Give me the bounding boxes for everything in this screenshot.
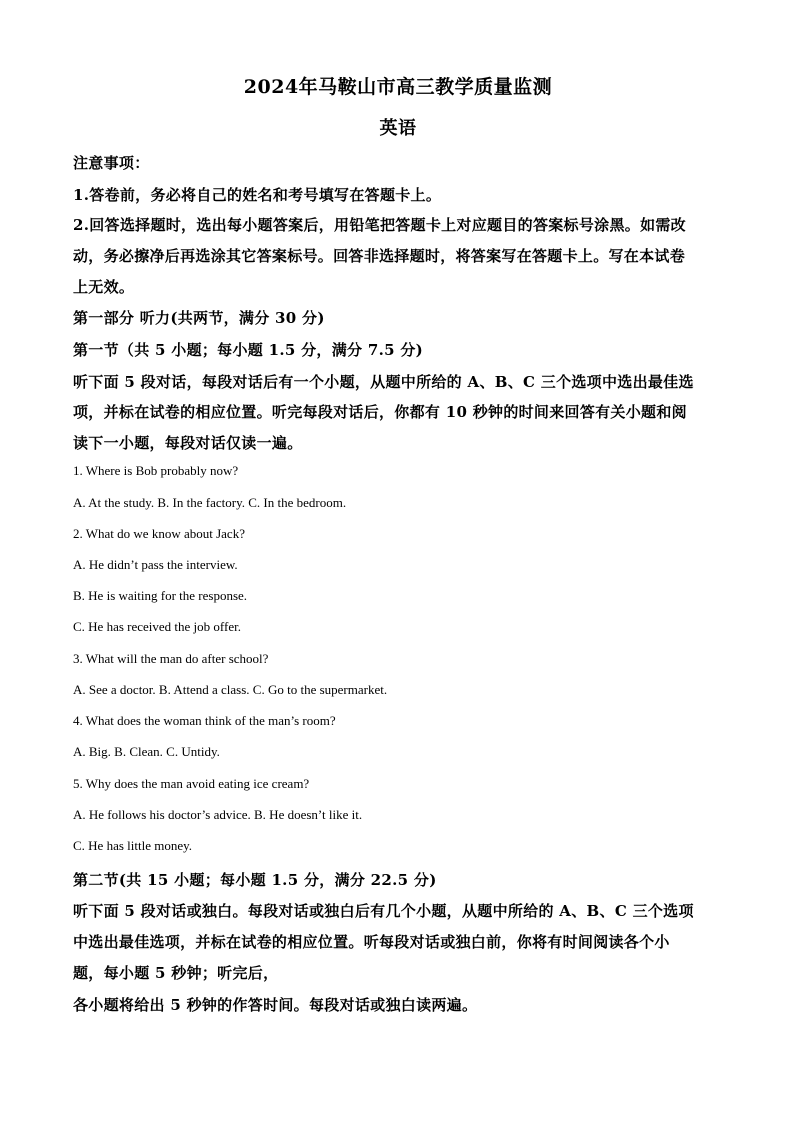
question-line: A. At the study. B. In the factory. C. In the bedroom.	[73, 495, 347, 510]
section1-instruction-line-2: 项，并标在试卷的相应位置。听完每段对话后，你都有 10 秒钟的时间来回答有关小题和阅	[73, 403, 687, 421]
section2-title: 第二节(共 15 小题；每小题 1.5 分，满分 22.5 分)	[73, 871, 437, 889]
question-line: 3. What will the man do after school?	[73, 651, 269, 666]
question-line: 4. What does the woman think of the man’s room?	[73, 713, 336, 728]
question-line: A. Big. B. Clean. C. Untidy.	[73, 744, 220, 759]
question-line: 5. Why does the man avoid eating ice cream?	[73, 776, 310, 791]
question-line: 1. Where is Bob probably now?	[73, 463, 239, 478]
section2-instruction-line-1: 听下面 5 段对话或独白。每段对话或独白后有几个小题，从题中所给的 A、B、C 三个选项	[73, 902, 694, 920]
notice-item-1: 1.答卷前，务必将自己的姓名和考号填写在答题卡上。	[73, 186, 442, 204]
question-line: 2. What do we know about Jack?	[73, 526, 245, 541]
section2-instruction-line-2: 中选出最佳选项，并标在试卷的相应位置。听每段对话或独白前，你将有时间阅读各个小	[73, 933, 670, 951]
section2-instruction-line-3: 题，每小题 5 秒钟；听完后，	[73, 964, 279, 982]
notice-item-2-line-1: 2.回答选择题时，选出每小题答案后，用铅笔把答题卡上对应题目的答案标号涂黑。如需改	[73, 216, 686, 234]
notice-heading: 注意事项：	[73, 154, 150, 172]
subject-title: 英语	[379, 118, 417, 139]
section1-instruction-line-1: 听下面 5 段对话，每段对话后有一个小题，从题中所给的 A、B、C 三个选项中选出最佳选	[73, 373, 694, 391]
question-line: A. He follows his doctor’s advice. B. He doesn’t like it.	[73, 807, 363, 822]
section2-instruction-line-4: 各小题将给出 5 秒钟的作答时间。每段对话或独白读两遍。	[73, 996, 478, 1014]
exam-title: 2024年马鞍山市高三教学质量监测	[243, 76, 553, 98]
notice-item-2-line-3: 上无效。	[73, 278, 135, 296]
notice-item-2-line-2: 动，务必擦净后再选涂其它答案标号。回答非选择题时，将答案写在答题卡上。写在本试卷	[73, 247, 686, 265]
section1-title: 第一节（共 5 小题；每小题 1.5 分，满分 7.5 分)	[73, 341, 424, 359]
section1-instruction-line-3: 读下一小题，每段对话仅读一遍。	[73, 434, 303, 452]
part1-title: 第一部分 听力(共两节，满分 30 分)	[73, 309, 325, 327]
question-line: B. He is waiting for the response.	[73, 588, 248, 603]
question-line: C. He has little money.	[73, 838, 193, 853]
question-line: A. He didn’t pass the interview.	[73, 557, 238, 572]
question-line: A. See a doctor. B. Attend a class. C. Go to the supermarket.	[73, 682, 388, 697]
question-line: C. He has received the job offer.	[73, 619, 241, 634]
